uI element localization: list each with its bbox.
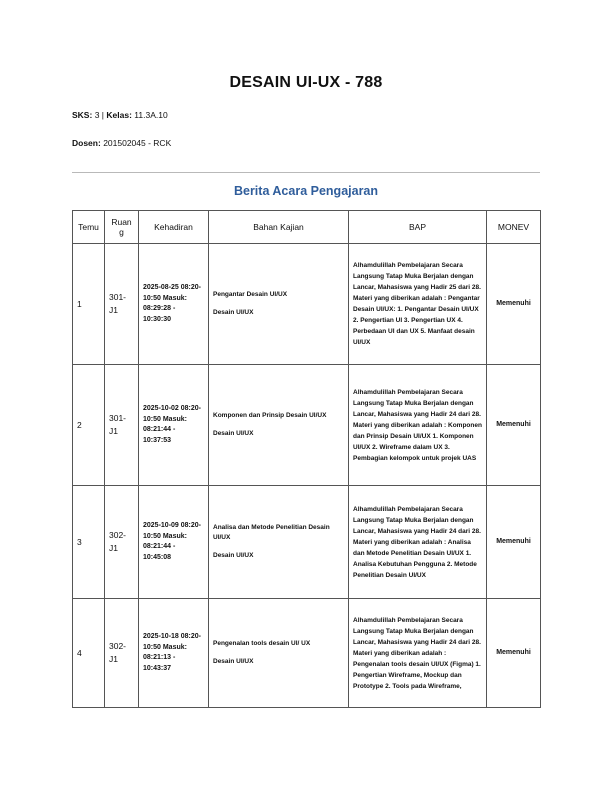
header-ruang: Ruang (105, 211, 139, 244)
cell-temu: 4 (73, 599, 105, 708)
header-bap: BAP (349, 211, 487, 244)
section-divider (72, 172, 540, 173)
header-kehadiran: Kehadiran (139, 211, 209, 244)
cell-monev: Memenuhi (487, 486, 541, 599)
table-header-row (73, 211, 541, 244)
dosen-value: 201502045 - RCK (103, 138, 172, 148)
cell-bap: Alhamdulillah Pembelajaran Secara Langsung Tatap Muka Berjalan dengan Lancar, Mahasiswa yang Hadir 25 dari 28. Materi yang diberikan adalah : Pengantar Desain UI/UX: 1. Pengantar Desain UI/UX 2. Pengertian UI 3. Pengertian UX 4. Perbedaan UI dan UX 5. Manfaat desain UI/UX (349, 244, 487, 365)
cell-kehadiran: 2025-08-25 08:20-10:50 Masuk: 08:29:28 - 10:30:30 (139, 244, 209, 365)
bahan-kajian-title: Komponen dan Prinsip Desain UI/UX (213, 412, 327, 419)
cell-bap: Alhamdulillah Pembelajaran Secara Langsung Tatap Muka Berjalan dengan Lancar, Mahasiswa yang Hadir 24 dari 28. Materi yang diberikan adalah : Pengenalan tools desain UI/UX (Figma) 1. Pengertian Wireframe, Mockup dan Prototype 2. Tools pada Wireframe, (349, 599, 487, 708)
table-row (73, 486, 541, 599)
cell-bap: Alhamdulillah Pembelajaran Secara Langsung Tatap Muka Berjalan dengan Lancar, Mahasiswa yang Hadir 24 dari 28. Materi yang diberikan adalah : Analisa dan Metode Penelitian Desain UI/UX 1. Analisa Kebutuhan Pengguna 2. Metode Penelitian Desain UI/UX (349, 486, 487, 599)
cell-bap: Alhamdulillah Pembelajaran Secara Langsung Tatap Muka Berjalan dengan Lancar, Mahasiswa yang Hadir 24 dari 28. Materi yang diberikan adalah : Komponen dan Prinsip Desain UI/UX 1. Komponen UI/UX 2. Wireframe dalam UX 3. Pembagian kelompok untuk projek UAS (349, 365, 487, 486)
section-subtitle: Berita Acara Pengajaran (233, 184, 379, 198)
bahan-kajian-title: Analisa dan Metode Penelitian Desain UI/UX (213, 523, 330, 542)
cell-ruang: 302-J1 (105, 599, 139, 708)
cell-ruang: 301-J1 (105, 244, 139, 365)
cell-kehadiran: 2025-10-18 08:20-10:50 Masuk: 08:21:13 - 10:43:37 (139, 599, 209, 708)
cell-temu: 2 (73, 365, 105, 486)
dosen-label: Dosen: (72, 138, 101, 148)
cell-bahan-kajian (209, 365, 349, 486)
header-bahan-kajian: Bahan Kajian (209, 211, 349, 244)
cell-temu: 1 (73, 244, 105, 365)
bahan-kajian-title: Pengenalan tools desain UI/ UX (213, 640, 311, 647)
lecturer-info-line (72, 138, 171, 148)
cell-monev: Memenuhi (487, 244, 541, 365)
kelas-value: 11.3A.10 (134, 110, 168, 120)
document-title: DESAIN UI-UX - 788 (229, 74, 383, 91)
info-separator: | (101, 110, 105, 120)
cell-monev: Memenuhi (487, 599, 541, 708)
cell-temu: 3 (73, 486, 105, 599)
cell-ruang: 302-J1 (105, 486, 139, 599)
cell-ruang: 301-J1 (105, 365, 139, 486)
bahan-kajian-subject: Desain UI/UX (213, 429, 254, 437)
bahan-kajian-subject: Desain UI/UX (213, 551, 254, 559)
header-monev: MONEV (487, 211, 541, 244)
cell-kehadiran: 2025-10-09 08:20-10:50 Masuk: 08:21:44 - 10:45:08 (139, 486, 209, 599)
sks-label: SKS: (72, 110, 93, 120)
cell-bahan-kajian (209, 244, 349, 365)
kelas-label: Kelas: (106, 110, 132, 120)
bahan-kajian-title: Pengantar Desain UI/UX (213, 291, 288, 298)
cell-monev: Memenuhi (487, 365, 541, 486)
table-row (73, 365, 541, 486)
cell-bahan-kajian (209, 599, 349, 708)
sks-value: 3 (94, 110, 100, 120)
bap-table (72, 210, 541, 708)
table-row (73, 599, 541, 708)
cell-kehadiran: 2025-10-02 08:20-10:50 Masuk: 08:21:44 - 10:37:53 (139, 365, 209, 486)
header-temu: Temu (73, 211, 105, 244)
table-row (73, 244, 541, 365)
bahan-kajian-subject: Desain UI/UX (213, 657, 254, 665)
bahan-kajian-subject: Desain UI/UX (213, 308, 254, 316)
course-info-line (72, 110, 168, 120)
cell-bahan-kajian (209, 486, 349, 599)
